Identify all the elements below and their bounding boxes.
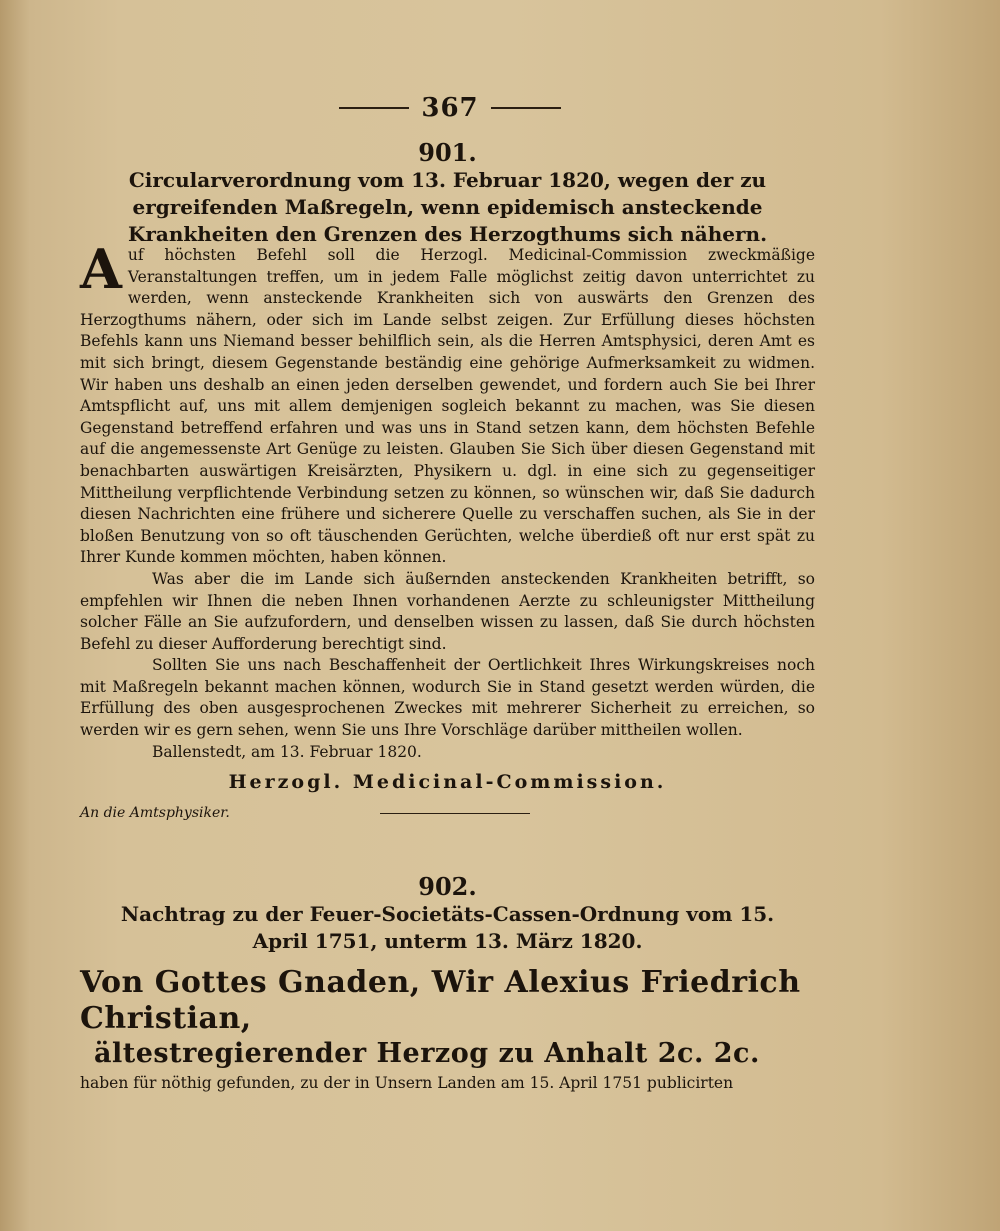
section-902 bbox=[80, 872, 815, 955]
section-902-title: Nachtrag zu der Feuer-Societäts-Cassen-Ordnung vom 15. April 1751, unterm 13. März 1820. bbox=[120, 902, 775, 953]
paragraph-1-text: uf höchsten Befehl soll die Herzogl. Medicinal-Commission zweckmäßige Veranstaltungen treffen, um in jedem Falle möglichst zeitig davon unterrichtet zu werden, wenn ansteckende Krankheiten sich von auswärts den Grenzen des Herzogthums nähern, oder sich im Lande selbst zeigen. Zur Erfüllung dieses höchsten Befehls kann uns Niemand besser behilflich sein, als die Herren Amtsphysici, deren Amt es mit sich bringt, diesem Gegenstande beständig eine gehörige Aufmerksamkeit zu widmen. Wir haben uns deshalb an einen jeden derselben gewendet, und fordern auch Sie bei Ihrer Amtspflicht auf, uns mit allem demjenigen sogleich bekannt zu machen, was Sie diesen Gegenstand betreffend erfahren und was uns in Stand setzen kann, dem höchsten Befehle auf die angemessenste Art Genüge zu leisten. Glauben Sie Sich über diesen Gegenstand mit benachbarten auswärtigen Kreisärzten, Physikern u. dgl. in eine sich zu gegenseitiger Mittheilung verpflichtende Verbindung setzen zu können, so wünschen wir, daß Sie dadurch diesen Nachrichten eine frühere und sicherere Quelle zu verschaffen suchen, als Sie in der bloßen Benutzung von so oft täuschenden Gerüchten, welche überdieß oft nur erst spät zu Ihrer Kunde kommen möchten, haben können. bbox=[80, 246, 815, 567]
place-date: Ballenstedt, am 13. Februar 1820. bbox=[152, 742, 422, 761]
signature: Herzogl. Medicinal-Commission. bbox=[228, 771, 667, 794]
section-901 bbox=[80, 138, 815, 248]
section-901-paragraph-2: Was aber die im Lande sich äußernden ansteckenden Krankheiten betrifft, so empfehlen wir Ihnen die neben Ihnen vorhandenen Aerzte zu schleunigster Mittheilung solcher Fälle an Sie aufzufordern, und denselben wissen zu lassen, daß Sie durch höchsten Befehl zu dieser Aufforderung berechtigt sind. bbox=[80, 569, 815, 653]
decree-heading-line-2: ältestregierender Herzog zu Anhalt 2c. 2c. bbox=[94, 1038, 760, 1069]
drop-cap: A bbox=[80, 237, 122, 301]
section-901-body bbox=[80, 237, 815, 822]
decree-heading-line-1: Von Gottes Gnaden, Wir Alexius Friedrich Christian, bbox=[80, 965, 801, 1036]
separator-line bbox=[380, 813, 530, 814]
header-rule-left bbox=[339, 107, 409, 109]
section-901-title: Circularverordnung vom 13. Februar 1820, wegen der zu ergreifenden Maßregeln, wenn epidemisch ansteckende Krankheiten den Grenzen des Herzogthums sich nähern. bbox=[127, 168, 768, 246]
header-rule-right bbox=[491, 107, 561, 109]
addressee-text: An die Amtsphysiker. bbox=[80, 805, 230, 822]
section-902-number: 902. bbox=[418, 872, 477, 901]
decree-text: haben für nöthig gefunden, zu der in Unsern Landen am 15. April 1751 publicirten bbox=[80, 1074, 734, 1092]
page-header bbox=[330, 88, 570, 128]
page-number: 367 bbox=[421, 93, 479, 123]
addressee bbox=[80, 805, 815, 821]
section-901-number: 901. bbox=[418, 138, 477, 167]
section-901-paragraph-1 bbox=[80, 237, 815, 569]
section-901-paragraph-3: Sollten Sie uns nach Beschaffenheit der Oertlichkeit Ihres Wirkungskreises noch mit Maßregeln bekannt machen können, wodurch Sie in Stand gesetzt werden würden, die Erfüllung des oben ausgesprochenen Zweckes mit mehrerer Sicherheit zu erreichen, so werden wir es gern sehen, wenn Sie uns Ihre Vorschläge darüber mittheilen wollen. bbox=[80, 656, 815, 740]
section-902-body bbox=[80, 965, 815, 1095]
